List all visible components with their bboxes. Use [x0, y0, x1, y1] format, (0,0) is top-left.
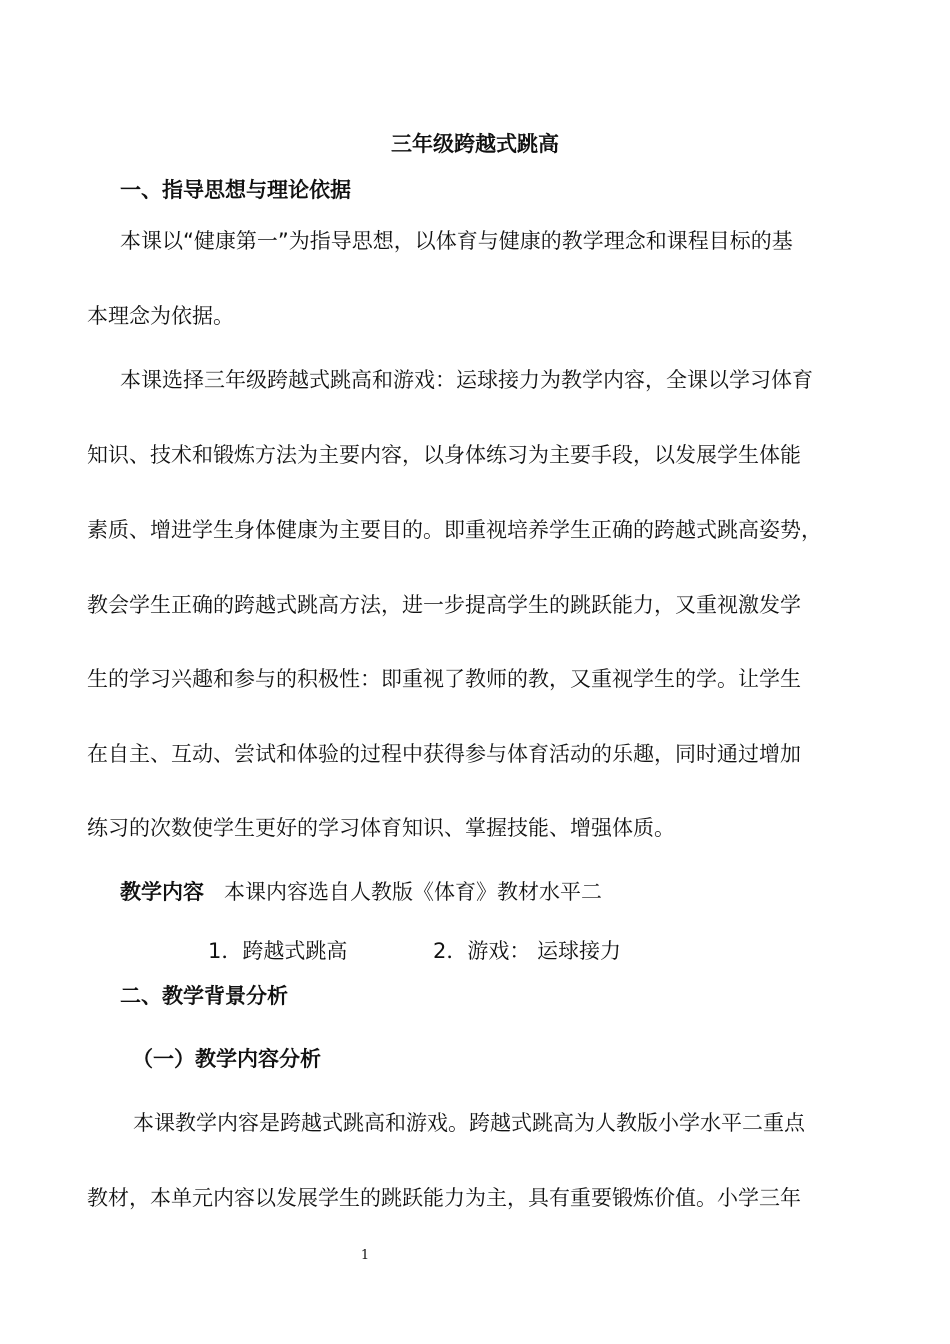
paragraph-1-line-1: 本课以“健康第一”为指导思想，以体育与健康的教学理念和课程目标的基 — [120, 229, 793, 253]
teaching-content-label: 教学内容 — [120, 880, 204, 904]
section-heading-1: 一、指导思想与理论依据 — [120, 178, 351, 202]
teaching-content-line — [120, 880, 602, 905]
paragraph-2-line-6: 在自主、互动、尝试和体验的过程中获得参与体育活动的乐趣，同时通过增加 — [87, 742, 801, 766]
content-item-2: 2．游戏： 运球接力 — [433, 939, 622, 963]
subsection-heading-1: （一）教学内容分析 — [132, 1047, 321, 1071]
paragraph-2-line-1: 本课选择三年级跨越式跳高和游戏：运球接力为教学内容，全课以学习体育 — [120, 368, 813, 392]
content-item-1: 1．跨越式跳高 — [208, 939, 348, 963]
paragraph-2-line-5: 生的学习兴趣和参与的积极性：即重视了教师的教，又重视学生的学。让学生 — [87, 667, 801, 691]
document-title: 三年级跨越式跳高 — [391, 132, 559, 156]
paragraph-2-line-7: 练习的次数使学生更好的学习体育知识、掌握技能、增强体质。 — [87, 816, 675, 840]
teaching-content-text: 本课内容选自人教版《体育》教材水平二 — [224, 880, 602, 904]
page-number: 1 — [360, 1248, 370, 1263]
section-heading-2: 二、教学背景分析 — [120, 984, 288, 1008]
paragraph-3-line-1: 本课教学内容是跨越式跳高和游戏。跨越式跳高为人教版小学水平二重点 — [133, 1111, 805, 1135]
paragraph-1-line-2: 本理念为依据。 — [87, 304, 234, 328]
paragraph-3-line-2: 教材，本单元内容以发展学生的跳跃能力为主，具有重要锻炼价值。小学三年 — [87, 1186, 801, 1210]
paragraph-2-line-3: 素质、增进学生身体健康为主要目的。即重视培养学生正确的跨越式跳高姿势， — [87, 518, 822, 542]
paragraph-2-line-2: 知识、技术和锻炼方法为主要内容，以身体练习为主要手段，以发展学生体能 — [87, 443, 801, 467]
paragraph-2-line-4: 教会学生正确的跨越式跳高方法，进一步提高学生的跳跃能力，又重视激发学 — [87, 593, 801, 617]
